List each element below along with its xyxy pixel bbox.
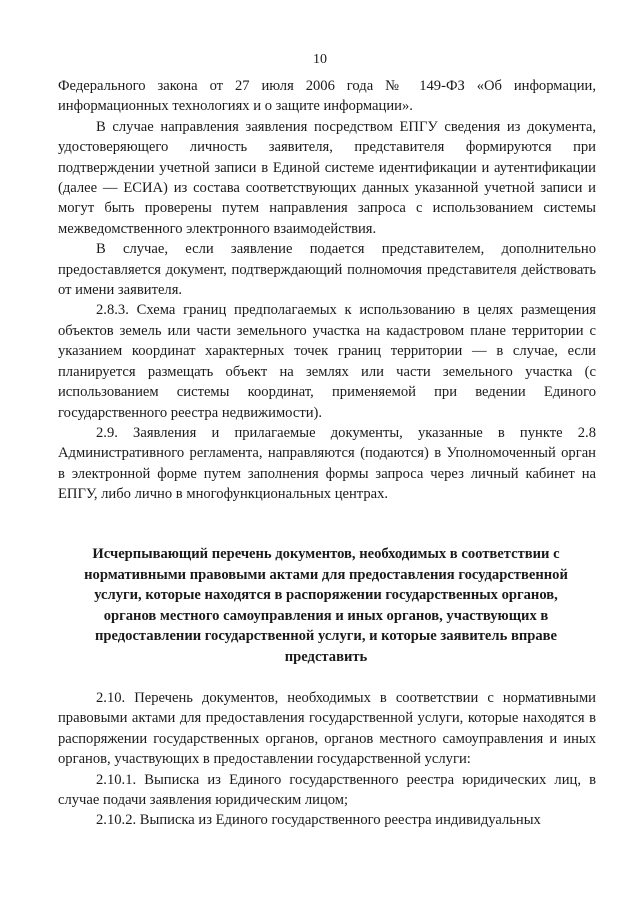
heading-line: Исчерпывающий перечень документов, необходимых в соответствии с [92,546,560,562]
paragraph-representative: В случае, если заявление подается представителем, дополнительно предоставляется документ, подтверждающий полномочия представителя действовать от имени заявителя. [58,241,596,299]
paragraph-2-10-2: 2.10.2. Выписка из Единого государственного реестра индивидуальных [96,812,541,829]
paragraph-epgu-identity: В случае направления заявления посредством ЕПГУ сведения из документа, удостоверяющего личность заявителя, представителя формируются при подтверждении учетной записи в Единой системе идентификации и аутентификации (далее — ЕСИА) из состава соответствующих данных указанной учетной записи и могут быть проверены путем направления запроса с использованием системы межведомственного электронного взаимодействия. [58,118,596,237]
paragraph-federal-law: Федерального закона от 27 июля 2006 года № 149-ФЗ «Об информации, информационных технологиях и о защите информации». [58,78,596,115]
lower-body-text [58,688,596,831]
heading-line: нормативными правовыми актами для предоставления государственной [84,566,568,583]
heading-line: услуги, которые находятся в распоряжении государственных органов, [94,587,558,604]
paragraph-2-8-3: 2.8.3. Схема границ предполагаемых к использованию в целях размещения объектов земель или части земельного участка на кадастровом плане территории с указанием координат характерных точек границ территории — в случае, если планируется размещать объект на землях или части земельного участка (с использованием системы координат, применяемой при ведении Единого государственного реестра недвижимости). [58,302,596,421]
paragraph-2-10-1: 2.10.1. Выписка из Единого государственного реестра юридических лиц, в случае подачи заявления юридическим лицом; [58,771,596,809]
section-heading [70,544,582,668]
heading-line: предоставлении государственной услуги, и которые заявитель вправе [94,628,558,645]
heading-line: органов местного самоуправления и иных органов, участвующих в [103,607,549,624]
page-number: 10 [313,52,327,67]
paragraph-2-9: 2.9. Заявления и прилагаемые документы, указанные в пункте 2.8 Административного регламента, направляются (подаются) в Уполномоченный орган в электронной форме путем заполнения формы запроса через личный кабинет на ЕПГУ, либо лично в многофункциональных центрах. [58,424,596,503]
heading-line: представить [284,648,368,665]
paragraph-2-10: 2.10. Перечень документов, необходимых в соответствии с нормативными правовыми актами для предоставления государственной услуги, которые находятся в распоряжении государственных органов, органов местного самоуправления и иных органов, участвующих в предоставлении государственной услуги: [58,690,596,768]
body-text [58,76,596,505]
